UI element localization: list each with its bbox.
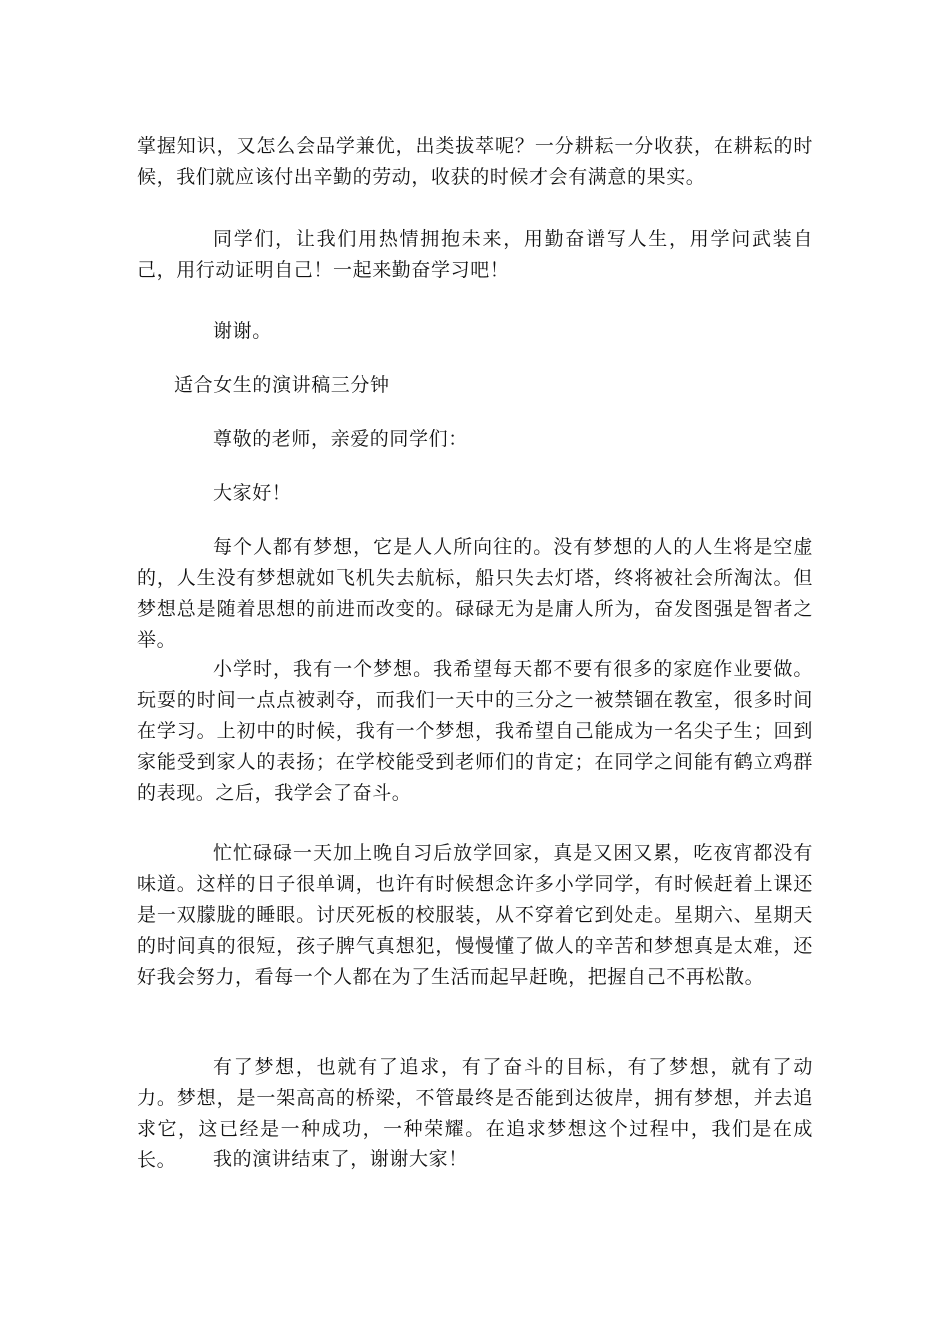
paragraph-greeting: 大家好！	[213, 482, 292, 504]
paragraph-thanks: 谢谢。	[213, 320, 272, 342]
section-title: 适合女生的演讲稿三分钟	[174, 374, 390, 396]
paragraph-knowledge-harvest: 掌握知识，又怎么会品学兼优，出类拔萃呢？一分耕耘一分收获，在耕耘的时候，我们就应该付出辛勤的劳动，收获的时候才会有满意的果实。	[137, 135, 813, 188]
paragraph-salutation: 尊敬的老师，亲爱的同学们：	[213, 428, 468, 450]
paragraph-busy-days: 忙忙碌碌一天加上晚自习后放学回家，真是又困又累，吃夜宵都没有味道。这样的日子很单调，也许有时候想念许多小学同学，有时候赶着上课还是一双朦胧的睡眼。讨厌死板的校服装，从不穿着它到处走。星期六、星期天的时间真的很短，孩子脾气真想犯，慢慢懂了做人的辛苦和梦想真是太难，还好我会努力，看每一个人都在为了生活而起早赶晚，把握自己不再松散。	[137, 842, 813, 988]
paragraph-closing: 我的演讲结束了，谢谢大家！	[213, 1148, 468, 1170]
paragraph-primary-school-dream: 小学时，我有一个梦想。我希望每天都不要有很多的家庭作业要做。玩耍的时间一点点被剥夺，而我们一天中的三分之一被禁锢在教室，很多时间在学习。上初中的时候，我有一个梦想，我希望自己能成为一名尖子生；回到家能受到家人的表扬；在学校能受到老师们的肯定；在同学之间能有鹤立鸡群的表现。之后，我学会了奋斗。	[137, 658, 813, 804]
paragraph-classmates-call: 同学们，让我们用热情拥抱未来，用勤奋谱写人生，用学问武装自己，用行动证明自己！一起来勤奋学习吧！	[137, 228, 813, 281]
paragraph-everyone-has-dream: 每个人都有梦想，它是人人所向往的。没有梦想的人的人生将是空虚的，人生没有梦想就如飞机失去航标，船只失去灯塔，终将被社会所淘汰。但梦想总是随着思想的前进而改变的。碌碌无为是庸人所为，奋发图强是智者之举。	[137, 536, 813, 651]
paragraph-dream-bridge: 有了梦想，也就有了追求，有了奋斗的目标，有了梦想，就有了动力。梦想，是一架高高的桥梁，不管最终是否能到达彼岸，拥有梦想，并去追求它，这已经是一种成功，一种荣耀。在追求梦想这个过程中，我们是在成长。	[137, 1056, 813, 1171]
